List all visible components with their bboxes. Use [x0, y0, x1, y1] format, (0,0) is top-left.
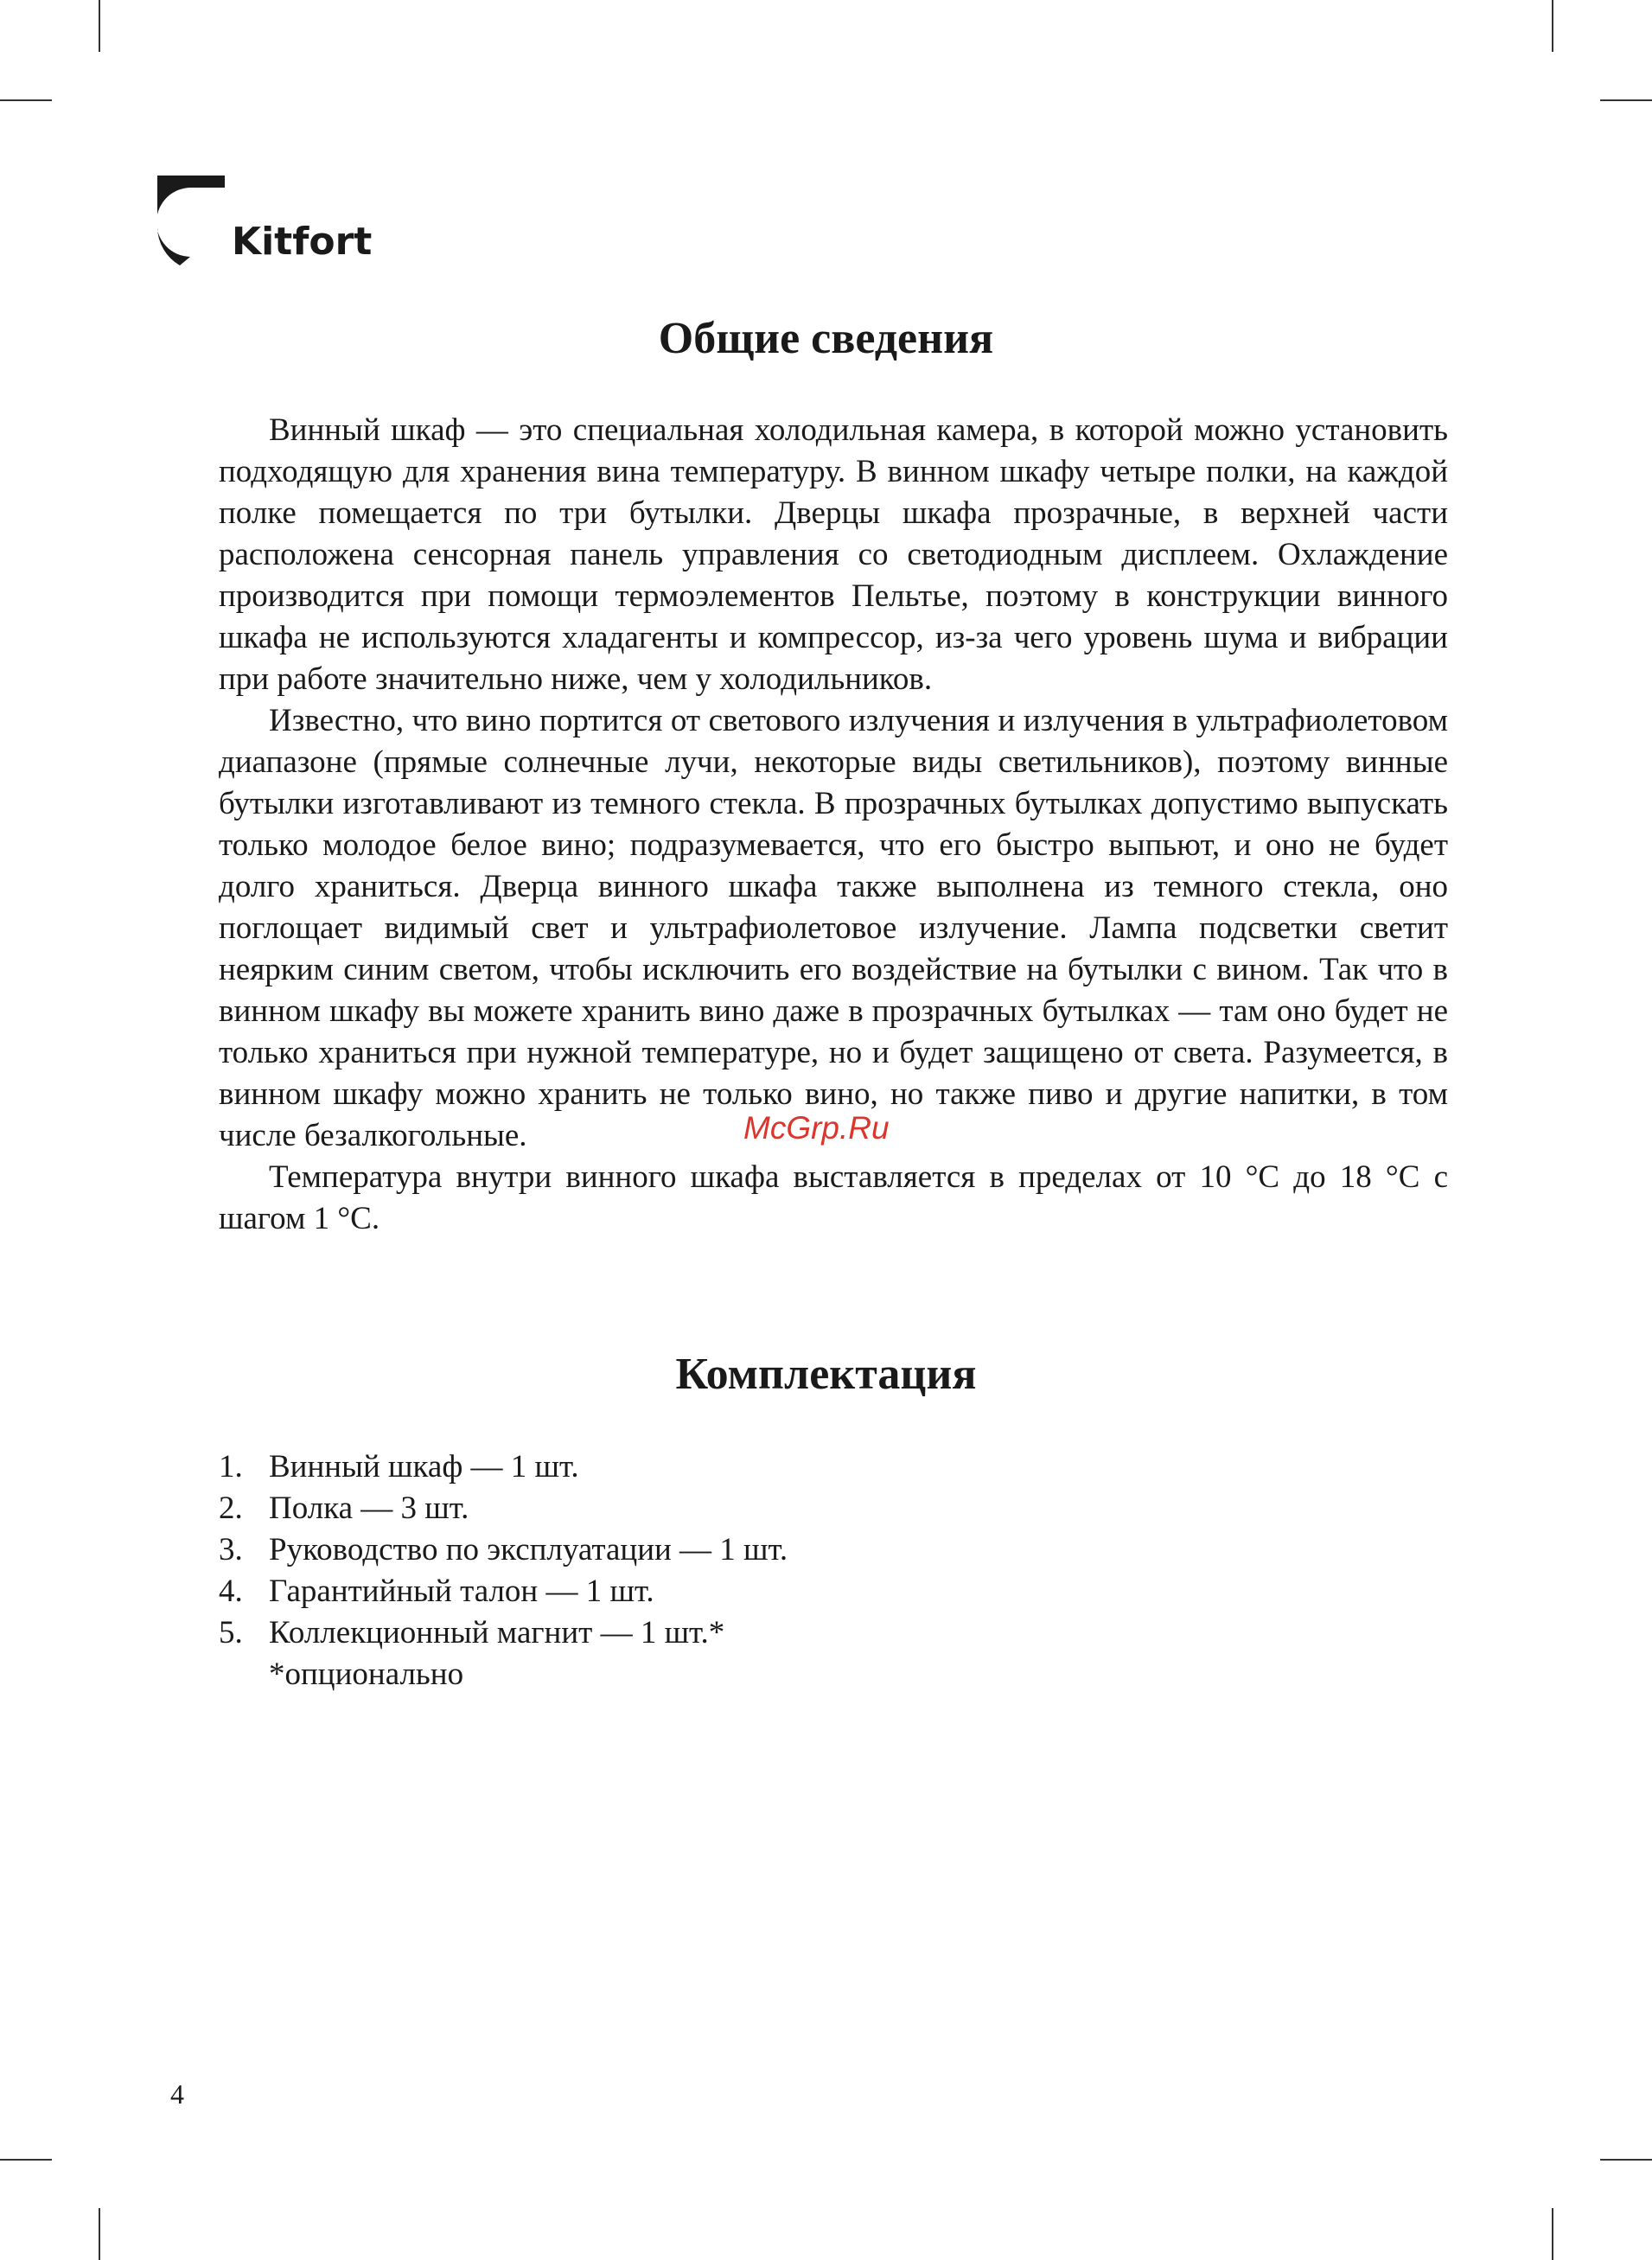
list-item-text: Руководство по эксплуатации — 1 шт. [269, 1532, 788, 1567]
paragraph: Известно, что вино портится от светового излучения и излучения в ультрафиолетовом диапазоне (прямые солнечные лучи, некоторые виды светильников), поэтому винные бутылки изготавливают из темного стекла. В прозрачных бутылках допустимо выпускать только молодое белое вино; подразумевается, что его быстро выпьют, и оно не будет долго храниться. Дверца винного шкафа также выполнена из темного стекла, оно поглощает видимый свет и ультрафиолетовое излучение. Лампа подсветки светит неярким синим светом, чтобы исключить его воздействие на бутылки с вином. Так что в винном шкафу вы можете хранить вино даже в прозрачных бутылках — там оно будет не только храниться при нужной температуре, но и будет защищено от света. Разумеется, в винном шкафу можно хранить не только вино, но также пиво и другие напитки, в том числе безалкогольные. [219, 703, 1448, 1153]
kit-list [219, 1446, 788, 1654]
list-item-text: Гарантийный талон — 1 шт. [269, 1574, 654, 1609]
brand-logo [157, 176, 372, 265]
crop-mark [1600, 99, 1652, 101]
list-item [219, 1571, 788, 1612]
crop-mark [99, 0, 100, 52]
list-item [219, 1612, 788, 1654]
list-item-number: 1. [219, 1449, 243, 1484]
kitfort-logo-icon [157, 176, 225, 265]
section-title-kit: Комплектация [675, 1350, 977, 1399]
list-item-number: 3. [219, 1532, 243, 1567]
page-number: 4 [170, 2078, 184, 2110]
crop-mark [99, 2208, 100, 2260]
list-item-number: 2. [219, 1491, 243, 1526]
list-item-number: 5. [219, 1615, 243, 1650]
brand-name: Kitfort [232, 220, 373, 264]
list-item-text: Коллекционный магнит — 1 шт.* [269, 1615, 725, 1650]
list-item [219, 1488, 788, 1529]
list-item [219, 1446, 788, 1488]
kit-footnote: *опционально [269, 1657, 464, 1692]
list-item [219, 1529, 788, 1571]
list-item-number: 4. [219, 1574, 243, 1609]
list-item-text: Винный шкаф — 1 шт. [269, 1449, 579, 1484]
crop-mark [0, 99, 52, 101]
watermark: McGrp.Ru [743, 1110, 890, 1146]
paragraph: Температура внутри винного шкафа выставляется в пределах от 10 °С до 18 °С с шагом 1 °С. [219, 1159, 1448, 1236]
crop-mark [1600, 2159, 1652, 2161]
paragraph: Винный шкаф — это специальная холодильная камера, в которой можно установить подходящую для хранения вина температуру. В винном шкафу четыре полки, на каждой полке помещается по три бутылки. Дверцы шкафа прозрачные, в верхней части расположена сенсорная панель управления со светодиодным дисплеем. Охлаждение производится при помощи термоэлементов Пельтье, поэтому в конструкции винного шкафа не используются хладагенты и компрессор, из-за чего уровень шума и вибрации при работе значительно ниже, чем у холодильников. [219, 412, 1448, 697]
section-title-general: Общие сведения [658, 314, 994, 363]
crop-mark [0, 2159, 52, 2161]
list-item-text: Полка — 3 шт. [269, 1491, 469, 1526]
crop-mark [1552, 2208, 1553, 2260]
crop-mark [1552, 0, 1553, 52]
